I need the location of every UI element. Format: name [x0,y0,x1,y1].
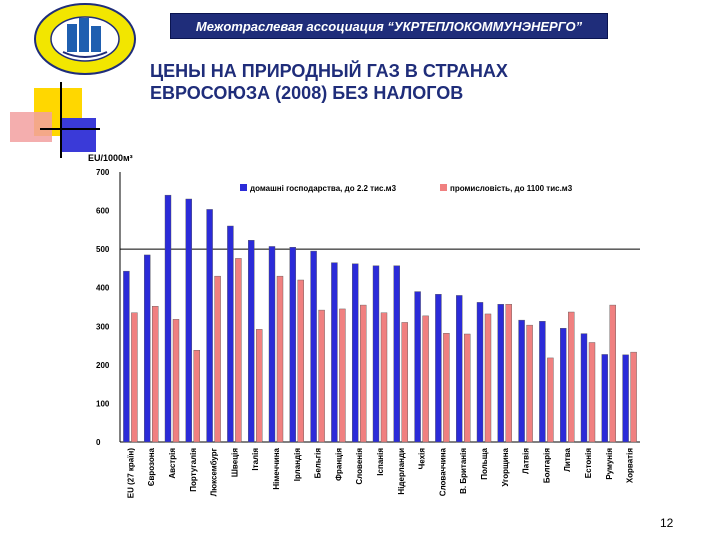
category-label-12: Іспанія [376,448,385,476]
category-label-19: Латвія [521,448,531,474]
bar-household-11 [352,264,358,442]
y-axis-label: EU/1000м³ [88,153,133,163]
bar-industry-4 [215,276,221,442]
bar-industry-21 [568,312,574,442]
bar-household-9 [311,251,317,442]
bar-household-24 [623,355,629,442]
bar-household-23 [602,354,608,442]
y-tick-label: 600 [96,206,110,216]
category-label-17: Польща [480,448,489,480]
bar-industry-11 [360,305,366,442]
page-number: 12 [660,516,674,530]
bar-household-19 [519,320,525,442]
bar-industry-6 [256,329,262,442]
bar-household-21 [560,328,566,442]
category-label-11: Словенія [355,448,365,485]
bar-industry-23 [610,305,616,442]
bar-household-0 [123,271,129,442]
category-label-14: Чехія [417,448,427,470]
category-label-23: Румунія [604,448,614,480]
category-label-20: Болгарія [542,448,552,484]
bar-household-22 [581,334,587,442]
bar-household-15 [435,294,441,442]
bar-industry-9 [319,310,325,442]
category-label-6: Італія [251,448,261,471]
bar-industry-8 [298,280,304,442]
title-line-1: ЦЕНЫ НА ПРИРОДНЫЙ ГАЗ В СТРАНАХ [150,61,508,81]
category-label-18: Угорщина [500,448,510,487]
bar-industry-10 [339,309,345,442]
bar-household-18 [498,304,504,442]
category-label-9: Бельгія [313,448,323,479]
category-label-8: Ірландія [292,448,302,482]
legend-label-industry: промисловість, до 1100 тис.м3 [450,184,573,193]
y-tick-label: 400 [96,283,110,293]
bar-industry-19 [527,325,533,442]
category-label-21: Литва [563,448,573,472]
bar-household-1 [144,255,150,442]
bar-industry-22 [589,342,595,442]
bar-industry-0 [131,313,137,442]
bar-industry-17 [485,314,491,442]
y-tick-label: 300 [96,322,110,332]
y-tick-label: 0 [96,438,101,447]
title-line-2: ЕВРОСОЮЗА (2008) БЕЗ НАЛОГОВ [150,83,464,103]
bar-industry-12 [381,313,387,442]
category-label-5: Швеція [230,448,240,478]
bar-household-14 [415,292,421,442]
bar-household-17 [477,302,483,442]
bar-household-8 [290,247,296,442]
bar-household-4 [207,209,213,442]
bar-household-7 [269,246,275,442]
category-label-4: Люксембург [209,448,219,497]
bar-household-6 [248,240,254,442]
bar-industry-13 [402,322,408,442]
legend-swatch-household [240,184,247,191]
y-tick-label: 200 [96,360,110,370]
category-label-10: Франція [334,448,344,481]
bar-household-10 [331,263,337,442]
bar-industry-16 [464,334,470,442]
category-label-2: Австрія [168,448,177,479]
legend-swatch-industry [440,184,447,191]
category-label-22: Естонія [584,448,593,479]
bar-industry-3 [194,350,200,442]
bar-industry-5 [235,258,241,442]
category-label-13: Нідерланди [396,448,406,495]
category-label-1: Єврозона [147,448,157,487]
y-tick-label: 700 [96,168,110,177]
category-label-16: В. Британія [459,448,469,494]
bar-household-13 [394,266,400,442]
bar-industry-7 [277,276,283,442]
bar-industry-1 [152,306,158,442]
category-label-7: Німеччина [272,448,281,490]
bar-industry-20 [547,358,553,442]
y-tick-label: 500 [96,245,110,255]
bar-household-16 [456,295,462,442]
bar-household-12 [373,266,379,442]
header-banner: Межотраслевая ассоциация “УКРТЕПЛОКОММУНЭНЕРГО” [170,13,608,39]
category-label-15: Словаччина [438,448,448,497]
bar-household-3 [186,199,192,442]
bar-household-5 [227,226,233,442]
y-tick-label: 100 [96,399,110,409]
legend-label-household: домашні господарства, до 2.2 тис.м3 [250,184,397,193]
category-label-0: EU (27 країн) [126,448,136,499]
bar-household-20 [539,321,545,442]
bar-industry-18 [506,304,512,442]
bar-industry-14 [423,316,429,442]
category-label-24: Хорватія [625,448,635,484]
bar-industry-2 [173,319,179,442]
category-label-3: Португалія [188,448,198,492]
bar-industry-24 [631,352,637,442]
bar-household-2 [165,195,171,442]
bar-industry-15 [443,333,449,442]
